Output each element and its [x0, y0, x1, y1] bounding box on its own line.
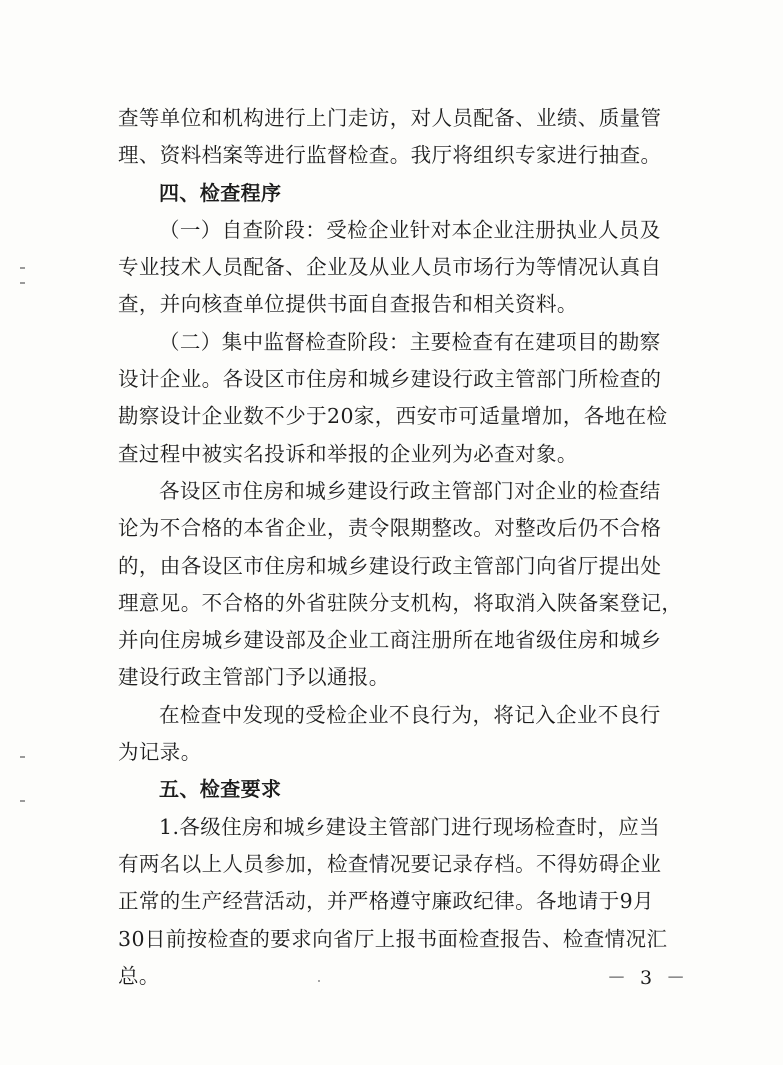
- body-line: 理、资料档案等进行监督检查。我厅将组织专家进行抽查。: [118, 143, 662, 168]
- body-line: （二）集中监督检查阶段：主要检查有在建项目的勘察: [159, 329, 661, 354]
- body-line: 查，并向核查单位提供书面自查报告和相关资料。: [118, 292, 578, 317]
- section-heading: 五、检查要求: [159, 777, 282, 802]
- body-line: 30日前按检查的要求向省厅上报书面检查报告、检查情况汇: [118, 926, 668, 951]
- body-line: （一）自查阶段：受检企业针对本企业注册执业人员及: [159, 217, 661, 242]
- body-line: 为记录。: [118, 740, 202, 765]
- body-line: 总。: [118, 963, 160, 988]
- body-line: 的，由各设区市住房和城乡建设行政主管部门向省厅提出处: [118, 553, 662, 578]
- body-line: 专业技术人员配备、企业及从业人员市场行为等情况认真自: [118, 255, 662, 280]
- body-line: 正常的生产经营活动，并严格遵守廉政纪律。各地请于9月: [118, 889, 654, 914]
- scan-mark: [20, 756, 25, 758]
- body-line: 建设行政主管部门予以通报。: [118, 665, 390, 690]
- body-line: 论为不合格的本省企业，责令限期整改。对整改后仍不合格: [118, 516, 662, 541]
- body-line: 有两名以上人员参加，检查情况要记录存档。不得妨碍企业: [118, 851, 662, 876]
- body-line: 各设区市住房和城乡建设行政主管部门对企业的检查结: [159, 478, 661, 503]
- page-number: － 3 －: [607, 967, 690, 989]
- scan-mark: [20, 800, 25, 802]
- body-line: 在检查中发现的受检企业不良行为，将记入企业不良行: [159, 702, 661, 727]
- section-heading: 四、检查程序: [159, 180, 282, 205]
- body-line: 查等单位和机构进行上门走访，对人员配备、业绩、质量管: [118, 106, 662, 130]
- body-line: 1.各级住房和城乡建设主管部门进行现场检查时，应当: [159, 814, 661, 839]
- body-line: 设计企业。各设区市住房和城乡建设行政主管部门所检查的: [118, 367, 662, 392]
- body-line: 勘察设计企业数不少于20家，西安市可适量增加，各地在检: [118, 404, 668, 429]
- body-line: 查过程中被实名投诉和举报的企业列为必查对象。: [118, 441, 578, 466]
- body-line: 并向住房城乡建设部及企业工商注册所在地省级住房和城乡: [118, 628, 662, 653]
- scan-mark: [20, 267, 25, 269]
- document-body: [118, 100, 683, 995]
- scan-mark: [20, 282, 25, 284]
- body-line: 理意见。不合格的外省驻陕分支机构，将取消入陕备案登记，: [118, 590, 683, 615]
